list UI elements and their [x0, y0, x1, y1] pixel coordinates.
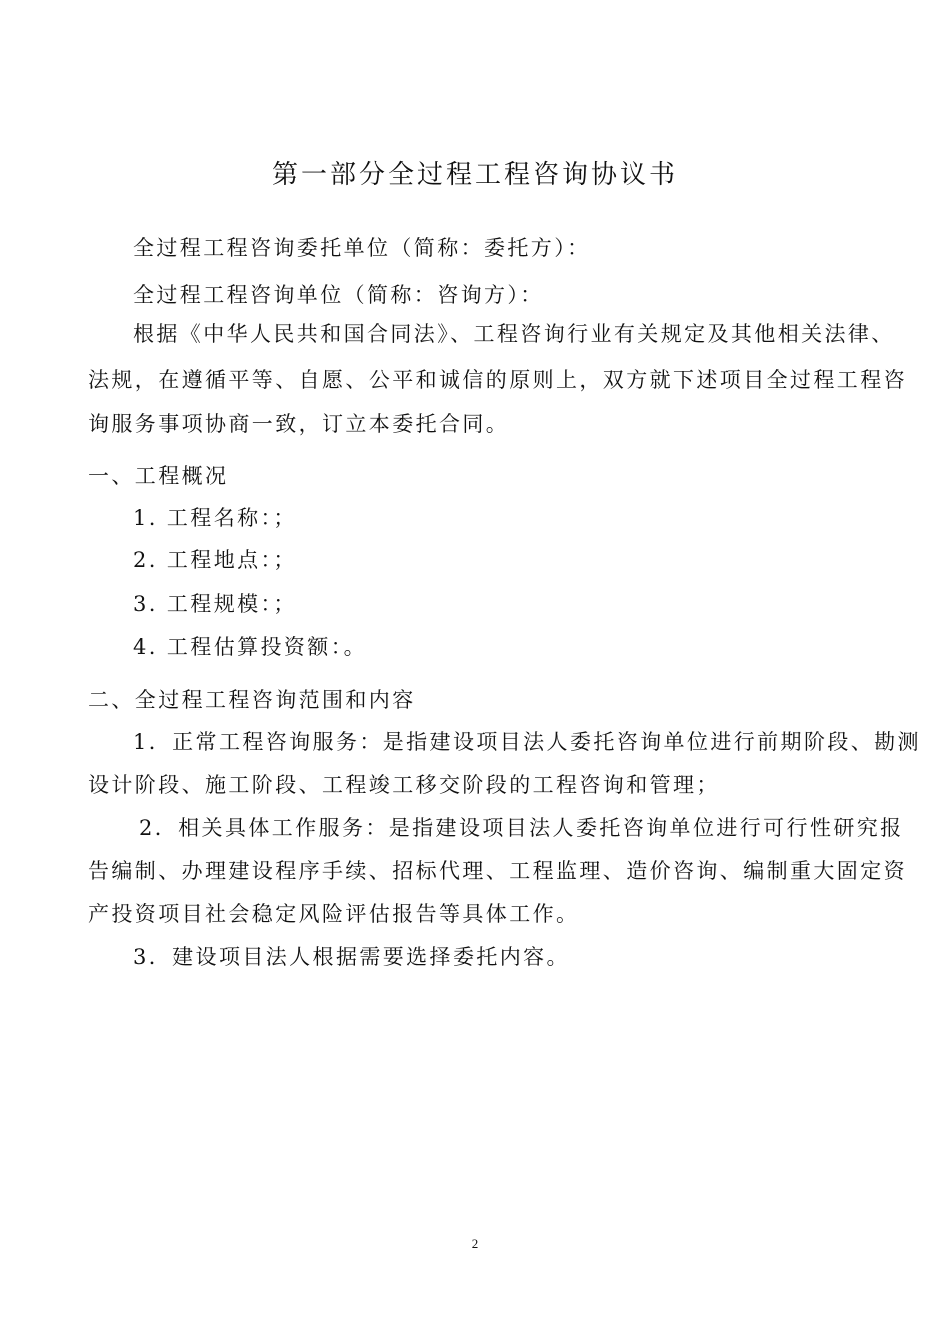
intro-line: 根据《中华人民共和国合同法》、工程咨询行业有关规定及其他相关法律、	[133, 322, 895, 346]
project-item: 1. 工程名称：；	[133, 506, 297, 530]
intro-line: 法规，在遵循平等、自愿、公平和诚信的原则上，双方就下述项目全过程工程咨	[88, 368, 907, 392]
consultant-party-line: 全过程工程咨询单位（简称：咨询方）：	[133, 283, 544, 307]
page-number: 2	[471, 1236, 479, 1251]
scope-paragraph-line: 3．建设项目法人根据需要选择委托内容。	[133, 945, 570, 969]
scope-paragraph-line: 2．相关具体工作服务：是指建设项目法人委托咨询单位进行可行性研究报	[139, 816, 904, 840]
scope-paragraph-line: 告编制、办理建设程序手续、招标代理、工程监理、造价咨询、编制重大固定资	[88, 859, 907, 883]
section2-heading: 二、全过程工程咨询范围和内容	[88, 688, 416, 712]
document-title: 第一部分全过程工程咨询协议书	[271, 160, 678, 190]
section1-heading: 一、工程概况	[88, 464, 229, 488]
project-item: 4. 工程估算投资额：。	[133, 635, 368, 659]
scope-paragraph-line: 产投资项目社会稳定风险评估报告等具体工作。	[88, 902, 580, 926]
intro-line: 询服务事项协商一致，订立本委托合同。	[88, 412, 510, 436]
scope-paragraph-line: 设计阶段、施工阶段、工程竣工移交阶段的工程咨询和管理；	[88, 773, 720, 797]
project-item: 3. 工程规模：；	[133, 592, 297, 616]
client-party-line: 全过程工程咨询委托单位（简称：委托方）：	[133, 236, 591, 260]
scope-paragraph-line: 1．正常工程咨询服务：是指建设项目法人委托咨询单位进行前期阶段、勘测	[133, 730, 921, 754]
project-item: 2. 工程地点：；	[133, 548, 297, 572]
